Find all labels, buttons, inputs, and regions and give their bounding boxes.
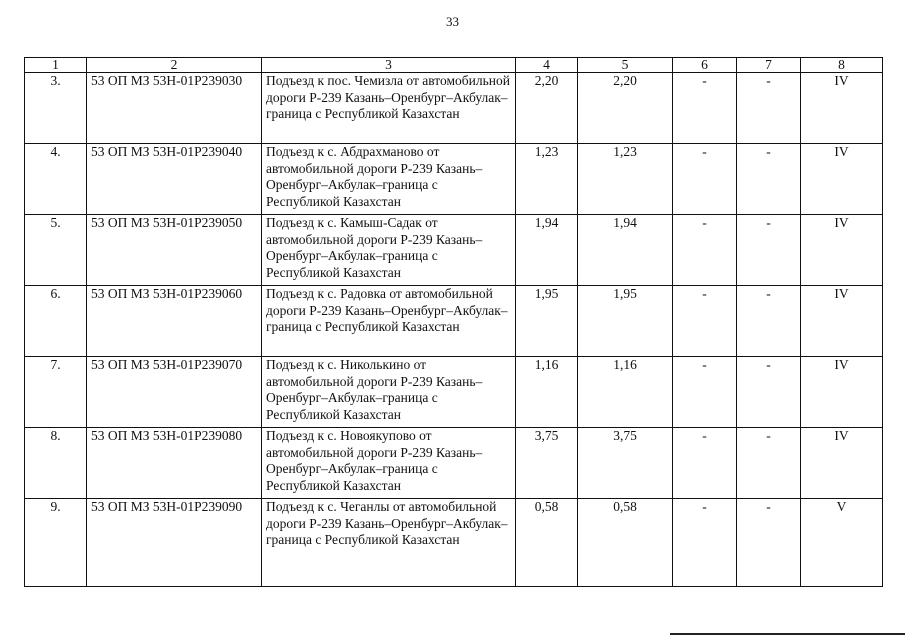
col-7-value: - <box>737 499 801 587</box>
col-6-value: - <box>673 428 737 499</box>
table-row <box>25 73 883 144</box>
road-code: 53 ОП МЗ 53Н-01Р239070 <box>87 357 262 428</box>
road-code: 53 ОП МЗ 53Н-01Р239090 <box>87 499 262 587</box>
col-6-value: - <box>673 73 737 144</box>
col-6-value: - <box>673 215 737 286</box>
table-row <box>25 215 883 286</box>
col-7-value: - <box>737 428 801 499</box>
col-4-value: 2,20 <box>516 73 578 144</box>
road-category: V <box>801 499 883 587</box>
col-5-value: 1,94 <box>578 215 673 286</box>
road-category: IV <box>801 215 883 286</box>
road-name: Подъезд к с. Радовка от автомобильной дороги Р-239 Казань–Оренбург–Акбулак–граница с Республикой Казахстан <box>262 286 516 357</box>
row-number: 8. <box>25 428 87 499</box>
road-code: 53 ОП МЗ 53Н-01Р239080 <box>87 428 262 499</box>
col-7-value: - <box>737 215 801 286</box>
row-number: 9. <box>25 499 87 587</box>
col-header-7: 7 <box>737 58 801 73</box>
col-6-value: - <box>673 499 737 587</box>
col-header-6: 6 <box>673 58 737 73</box>
col-4-value: 1,95 <box>516 286 578 357</box>
col-6-value: - <box>673 144 737 215</box>
col-4-value: 0,58 <box>516 499 578 587</box>
col-header-3: 3 <box>262 58 516 73</box>
col-header-5: 5 <box>578 58 673 73</box>
col-6-value: - <box>673 286 737 357</box>
col-5-value: 1,16 <box>578 357 673 428</box>
row-number: 3. <box>25 73 87 144</box>
col-4-value: 3,75 <box>516 428 578 499</box>
table-row <box>25 286 883 357</box>
road-category: IV <box>801 144 883 215</box>
roads-table <box>24 57 883 587</box>
col-header-4: 4 <box>516 58 578 73</box>
col-header-8: 8 <box>801 58 883 73</box>
road-category: IV <box>801 357 883 428</box>
col-5-value: 1,95 <box>578 286 673 357</box>
road-name: Подъезд к с. Новоякупово от автомобильной дороги Р-239 Казань–Оренбург–Акбулак–граница с Республикой Казахстан <box>262 428 516 499</box>
col-6-value: - <box>673 357 737 428</box>
page-number: 33 <box>446 14 459 29</box>
col-7-value: - <box>737 357 801 428</box>
col-5-value: 1,23 <box>578 144 673 215</box>
road-code: 53 ОП МЗ 53Н-01Р239040 <box>87 144 262 215</box>
col-5-value: 3,75 <box>578 428 673 499</box>
row-number: 5. <box>25 215 87 286</box>
col-7-value: - <box>737 73 801 144</box>
road-code: 53 ОП МЗ 53Н-01Р239050 <box>87 215 262 286</box>
row-number: 7. <box>25 357 87 428</box>
table-row <box>25 499 883 587</box>
road-category: IV <box>801 428 883 499</box>
road-name: Подъезд к с. Абдрахманово от автомобильной дороги Р-239 Казань–Оренбург–Акбулак–граница с Республикой Казахстан <box>262 144 516 215</box>
header-row <box>25 58 883 73</box>
road-name: Подъезд к с. Камыш-Садак от автомобильной дороги Р-239 Казань–Оренбург–Акбулак–граница с Республикой Казахстан <box>262 215 516 286</box>
row-number: 6. <box>25 286 87 357</box>
road-category: IV <box>801 286 883 357</box>
col-7-value: - <box>737 144 801 215</box>
road-code: 53 ОП МЗ 53Н-01Р239060 <box>87 286 262 357</box>
col-4-value: 1,16 <box>516 357 578 428</box>
col-7-value: - <box>737 286 801 357</box>
page-edge-line <box>670 633 905 635</box>
road-category: IV <box>801 73 883 144</box>
road-name: Подъезд к с. Николькино от автомобильной дороги Р-239 Казань–Оренбург–Акбулак–граница с Республикой Казахстан <box>262 357 516 428</box>
col-header-2: 2 <box>87 58 262 73</box>
table-row <box>25 144 883 215</box>
table-row <box>25 428 883 499</box>
col-5-value: 0,58 <box>578 499 673 587</box>
col-4-value: 1,23 <box>516 144 578 215</box>
col-4-value: 1,94 <box>516 215 578 286</box>
row-number: 4. <box>25 144 87 215</box>
road-name: Подъезд к с. Чеганлы от автомобильной дороги Р-239 Казань–Оренбург–Акбулак–граница с Республикой Казахстан <box>262 499 516 587</box>
road-code: 53 ОП МЗ 53Н-01Р239030 <box>87 73 262 144</box>
col-5-value: 2,20 <box>578 73 673 144</box>
col-header-1: 1 <box>25 58 87 73</box>
road-name: Подъезд к пос. Чемизла от автомобильной дороги Р-239 Казань–Оренбург–Акбулак–граница с Республикой Казахстан <box>262 73 516 144</box>
table-row <box>25 357 883 428</box>
